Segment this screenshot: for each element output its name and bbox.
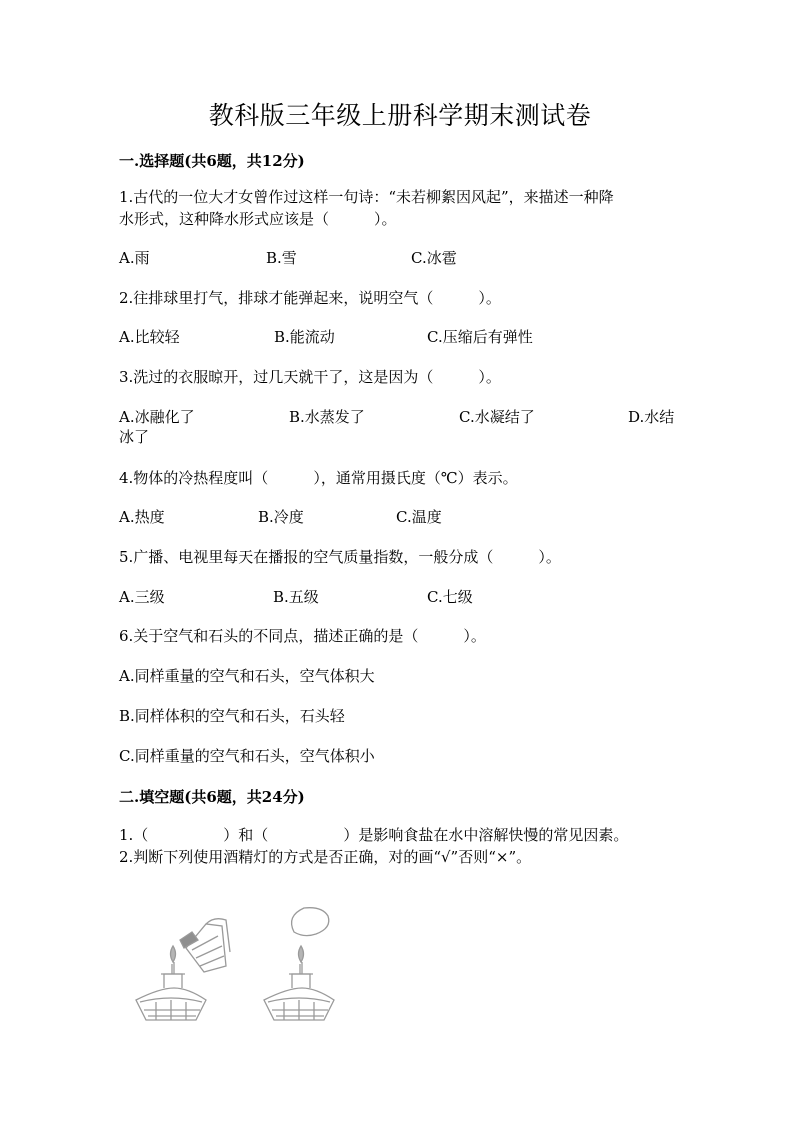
option-a: A.三级 [119,588,165,606]
option-a: A.冰融化了 [119,408,195,426]
question-6: 6.关于空气和石头的不同点，描述正确的是（ ）。 [119,627,486,645]
option-b: B.雪 [266,249,297,267]
question-1 [119,186,684,230]
lamp-cap [292,908,329,936]
option-a: A.雨 [119,249,150,267]
option-c: C.冰雹 [411,249,457,267]
option-a: A.热度 [119,508,165,526]
option-b: B.五级 [273,588,319,606]
fill-question-1: 1.（ ）和（ ）是影响食盐在水中溶解快慢的常见因素。 [119,826,629,844]
question-1-line-1: 1.古代的一位大才女曾作过这样一句诗：“未若柳絮因风起”，来描述一种降 [119,188,614,206]
right-flame [299,946,304,962]
option-c: C.压缩后有弹性 [427,328,533,346]
option-a: A.比较轻 [119,328,180,346]
alcohol-lamp-illustration [126,902,346,1032]
question-2: 2.往排球里打气，排球才能弹起来，说明空气（ ）。 [119,289,501,307]
section-heading-fill: 二.填空题(共6题，共24分) [119,788,305,806]
right-lamp-neck [292,974,310,988]
question-4: 4.物体的冷热程度叫（ ），通常用摄氏度（℃）表示。 [119,469,518,487]
option-c: C.温度 [396,508,442,526]
option-c: C.七级 [427,588,473,606]
alcohol-lamp-drawing [126,902,346,1032]
question-2-options [119,326,684,348]
option-b: B.能流动 [274,328,335,346]
tilted-lamp-cap [180,932,198,948]
option-c: C.水凝结了 [459,408,535,426]
question-1-line-2: 水形式，这种降水形式应该是（ ）。 [119,210,397,228]
fill-question-2: 2.判断下列使用酒精灯的方式是否正确，对的画“√”否则“×”。 [119,848,532,866]
section-heading-choice: 一.选择题(共6题，共12分) [119,152,305,170]
left-lamp-neck [164,974,182,988]
left-flame [171,946,176,962]
page-title: 教科版三年级上册科学期末测试卷 [208,101,592,130]
question-6-option-c: C.同样重量的空气和石头，空气体积小 [119,747,375,765]
question-3: 3.洗过的衣服晾开，过几天就干了，这是因为（ ）。 [119,368,501,386]
question-4-options [119,506,684,528]
question-5-options [119,586,684,608]
question-6-option-a: A.同样重量的空气和石头，空气体积大 [119,667,375,685]
option-b: B.冷度 [258,508,304,526]
question-1-options [119,247,684,269]
question-3-options [119,406,684,428]
question-6-option-b: B.同样体积的空气和石头，石头轻 [119,707,345,725]
question-5: 5.广播、电视里每天在播报的空气质量指数，一般分成（ ）。 [119,548,561,566]
option-d: D.水结 [628,408,675,426]
question-3-option-d-wrap: 冰了 [119,428,150,446]
option-b: B.水蒸发了 [289,408,365,426]
tilted-lamp [186,924,226,972]
